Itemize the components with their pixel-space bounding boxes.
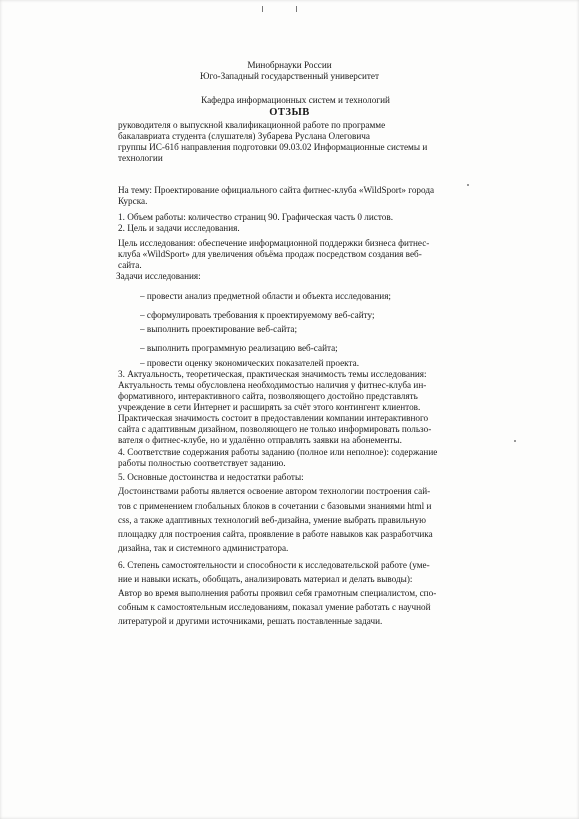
section-5-line-6: дизайна, так и системного администратора.	[118, 543, 289, 553]
section-6-line-2: ние и навыки искать, обобщать, анализировать материал и делать выводы):	[118, 574, 413, 584]
section-3-line-3: формативного, интерактивного сайта, позволяющего достойно представлять	[118, 391, 418, 401]
intro-line-3: группы ИС-61б направления подготовки 09.03.02 Информационные системы и	[118, 142, 428, 152]
tasks-heading: Задачи исследования:	[116, 271, 201, 281]
section-5-line-2: Достоинствами работы является освоение автором технологии построения сай-	[118, 486, 431, 496]
topic-line-1: На тему: Проектирование официального сайта фитнес-клуба «WildSport» города	[118, 185, 435, 195]
section-3-line-1: 3. Актуальность, теоретическая, практическая значимость темы исследования:	[118, 369, 427, 379]
task-item-1: – провести анализ предметной области и объекта исследования;	[140, 291, 391, 301]
scan-speck	[514, 440, 516, 442]
task-item-5: – провести оценку экономических показателей проекта.	[140, 358, 359, 368]
department-name: Кафедра информационных систем и технологий	[201, 95, 390, 105]
section-6-line-1: 6. Степень самостоятельности и способности к исследовательской работе (уме-	[118, 560, 430, 570]
scan-speck	[262, 6, 263, 12]
section-3-line-2: Актуальность темы обусловлена необходимостью наличия у фитнес-клуба ин-	[118, 380, 427, 390]
task-item-4: – выполнить программную реализацию веб-сайта;	[140, 343, 338, 353]
section-3-line-5: Практическая значимость состоит в предоставлении компании интерактивного	[118, 413, 429, 423]
section-3-line-4: учреждение в сети Интернет и расширять за счёт этого контингент клиентов.	[118, 402, 421, 412]
section-6-line-4: собным к самостоятельным исследованиям, показал умение работать с научной	[118, 602, 431, 612]
document-title: ОТЗЫВ	[269, 107, 310, 118]
section-3-line-7: вателя о фитнес-клубе, но и удалённо отправлять заявки на абонементы.	[118, 435, 402, 445]
section-4-line-1: 4. Соответствие содержания работы заданию (полное или неполное): содержание	[118, 447, 438, 457]
intro-line-1: руководителя о выпускной квалификационной работе по программе	[118, 120, 386, 130]
intro-line-2: бакалавриата студента (слушателя) Зубарева Руслана Олеговича	[118, 131, 370, 141]
scan-speck	[467, 184, 469, 186]
goal-line-1: Цель исследования: обеспечение информационной поддержки бизнеса фитнес-	[118, 238, 430, 248]
topic-line-2: Курска.	[118, 196, 148, 206]
section-5-line-1: 5. Основные достоинства и недостатки работы:	[118, 472, 304, 482]
section-5-line-3: тов с применением глобальных блоков в сочетании с базовыми знаниями html и	[118, 501, 432, 511]
university-name: Юго-Западный государственный университет	[199, 71, 379, 81]
scan-speck	[296, 6, 297, 12]
section-1-volume: 1. Объем работы: количество страниц 90. Графическая часть 0 листов.	[118, 212, 393, 222]
ministry-name: Минобрнауки России	[247, 60, 332, 70]
section-5-line-4: css, а также адаптивных технологий веб-дизайна, умение выбрать правильную	[118, 515, 426, 525]
task-item-2: – сформулировать требования к проектируемому веб-сайту;	[140, 310, 375, 320]
intro-line-4: технологии	[118, 153, 163, 163]
task-item-3: – выполнить проектирование веб-сайта;	[140, 324, 298, 334]
section-6-line-3: Автор во время выполнения работы проявил себя грамотным специалистом, спо-	[118, 588, 437, 598]
goal-line-3: сайта.	[118, 260, 142, 270]
section-2-heading: 2. Цель и задачи исследования.	[118, 223, 240, 233]
goal-line-2: клуба «WildSport» для увеличения объёма продаж посредством создания веб-	[118, 249, 422, 259]
section-6-line-5: литературой и другими источниками, решать поставленные задачи.	[118, 616, 383, 626]
section-4-line-2: работы полностью соответствует заданию.	[118, 458, 286, 468]
section-3-line-6: сайта с адаптивным дизайном, позволяющего не только информировать пользо-	[118, 424, 432, 434]
section-5-line-5: площадку для построения сайта, проявление в работе навыков как разработчика	[118, 529, 433, 539]
